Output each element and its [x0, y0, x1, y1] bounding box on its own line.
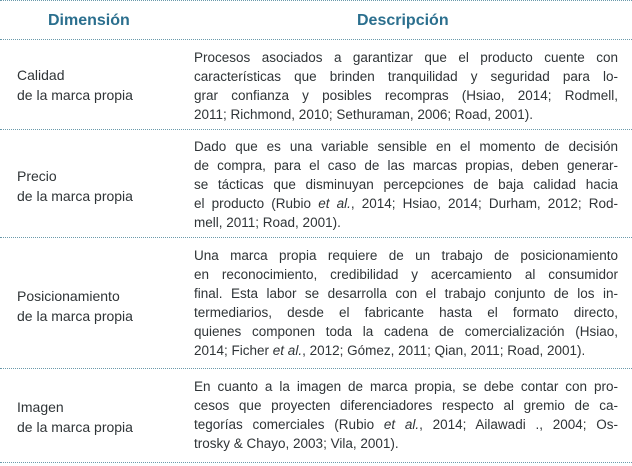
- description-line: final. Esta labor se desarrolla con el trabajo conjunto de los in-: [194, 286, 618, 301]
- et-al-italic: et al.: [318, 196, 351, 211]
- description-line: tegorías comerciales (Rubio et al., 2014; Ailawadi ., 2004; Os-: [194, 417, 618, 432]
- dimension-line: de la marca propia: [17, 419, 133, 435]
- description-line: termediarios, desde el fabricante hasta el formato directo,: [194, 305, 618, 320]
- row-description: [194, 137, 618, 232]
- description-line: Dado que es una variable sensible en el momento de decisión: [194, 139, 618, 154]
- description-line: se tácticas que disminuyan percepciones de baja calidad hacia: [194, 177, 618, 192]
- description-line: en reconocimiento, credibilidad y acercamiento al consumidor: [194, 267, 618, 282]
- dimension-line: Calidad: [17, 67, 65, 83]
- description-line: Una marca propia requiere de un trabajo de posicionamiento: [194, 248, 618, 263]
- description-line: 2014; Ficher et al., 2012; Gómez, 2011; Qian, 2011; Road, 2001).: [194, 343, 586, 358]
- description-line: cesos que proyecten diferenciadores respecto al gremio de ca-: [194, 398, 618, 413]
- table-header: [0, 0, 632, 40]
- dimension-line: de la marca propia: [17, 87, 133, 103]
- table-row: [0, 238, 632, 369]
- description-line: 2011; Richmond, 2010; Sethuraman, 2006; Road, 2001).: [194, 107, 533, 122]
- header-dimension: Dimensión: [48, 12, 130, 29]
- description-line: mell, 2011; Road, 2001).: [194, 215, 341, 230]
- description-line: quienes componen toda la cadena de comercialización (Hsiao,: [194, 324, 618, 339]
- row-description: [194, 48, 618, 124]
- row-description: [194, 377, 618, 453]
- dimension-line: Imagen: [17, 399, 64, 415]
- et-al-italic: et al.: [383, 417, 420, 432]
- row-dimension: [17, 166, 177, 206]
- row-dimension: [17, 286, 177, 326]
- dimension-line: de la marca propia: [17, 188, 133, 204]
- table-row: [0, 40, 632, 130]
- description-line: grar confianza y posibles recompras (Hsiao, 2014; Rodmell,: [194, 88, 618, 103]
- table-row: [0, 130, 632, 238]
- description-line: Procesos asociados a garantizar que el producto cuente con: [194, 50, 618, 65]
- table-row: [0, 369, 632, 463]
- description-line: de compra, para el caso de las marcas propias, deben generar-: [194, 158, 618, 173]
- dimension-line: Precio: [17, 168, 57, 184]
- et-al-italic: et al.: [272, 343, 303, 358]
- dimension-line: de la marca propia: [17, 308, 133, 324]
- header-description: Descripción: [357, 12, 449, 29]
- description-line: trosky & Chayo, 2003; Vila, 2001).: [194, 436, 399, 451]
- description-line: En cuanto a la imagen de marca propia, se debe contar con pro-: [194, 379, 618, 394]
- row-description: [194, 246, 618, 360]
- description-line: el producto (Rubio et al., 2014; Hsiao, 2014; Durham, 2012; Rod-: [194, 196, 618, 211]
- dimension-line: Posicionamiento: [17, 288, 120, 304]
- row-dimension: [17, 397, 177, 437]
- description-line: características que brinden tranquilidad y seguridad para lo-: [194, 69, 618, 84]
- row-dimension: [17, 65, 177, 105]
